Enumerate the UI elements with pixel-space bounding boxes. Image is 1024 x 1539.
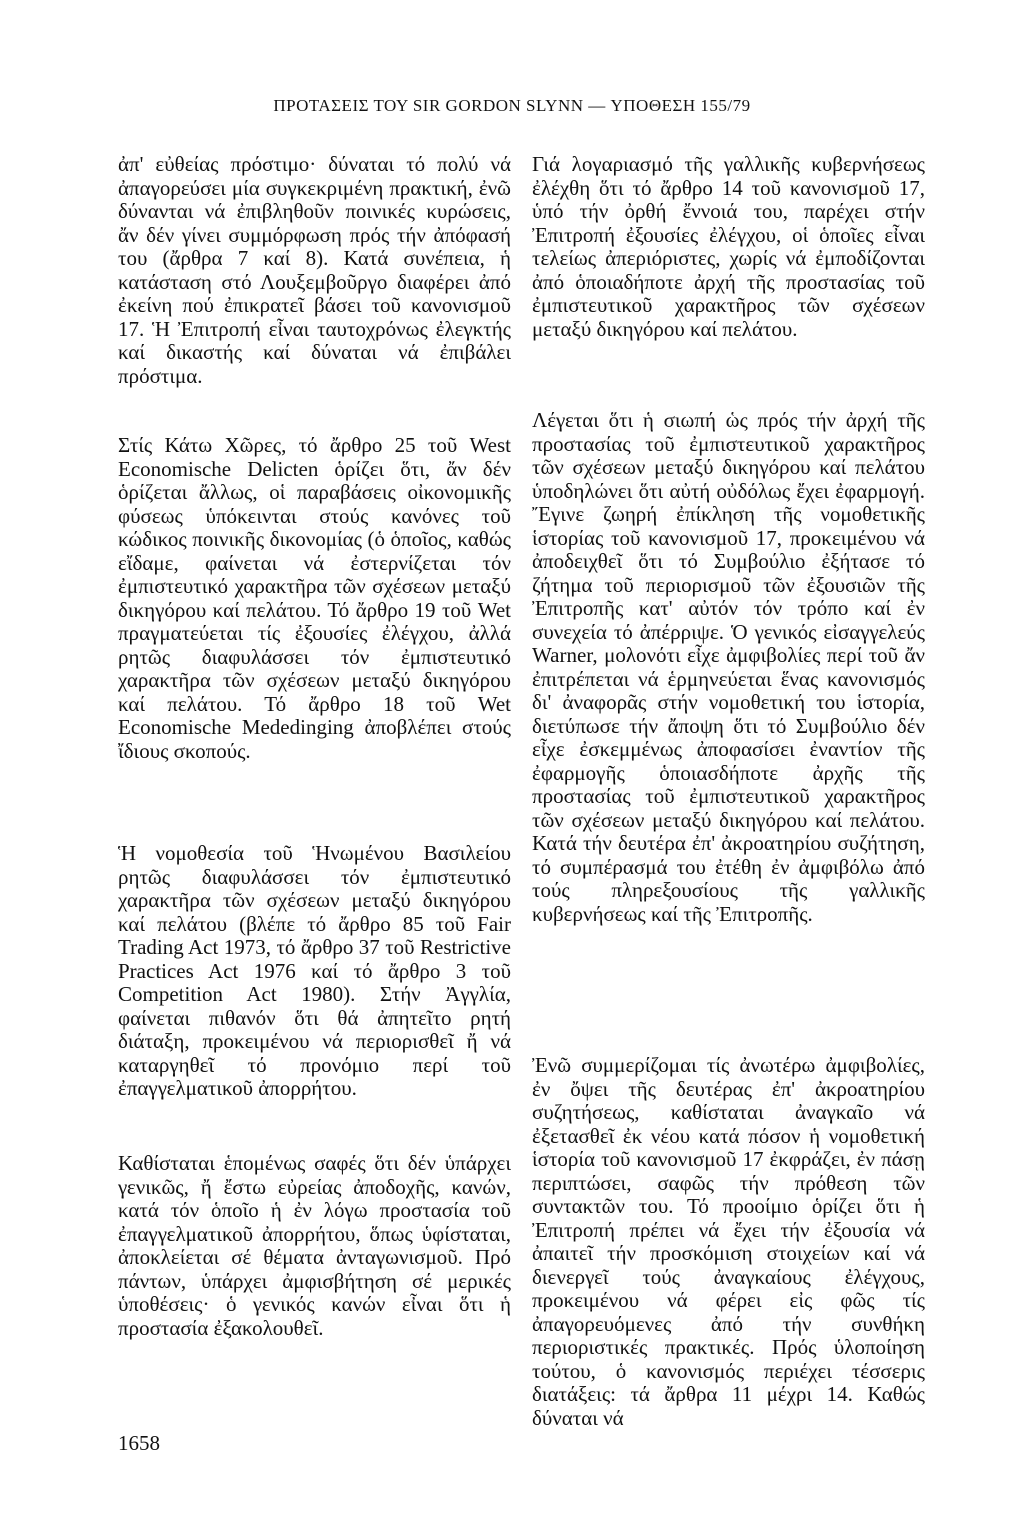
running-header: ΠΡΟΤΑΣΕΙΣ ΤΟΥ SIR GORDON SLYNN — ΥΠΟΘΕΣΗ 155/79 — [273, 96, 751, 115]
paragraph: Λέγεται ὅτι ἡ σιωπή ὡς πρός τήν ἀρχή τῆς προστασίας τοῦ ἐμπιστευτικοῦ χαρακτῆρος τῶν σχέσεων μεταξύ δικηγόρου καί πελάτου ὑποδηλώνει ὅτι αὐτή οὐδόλως ἔχει ἐφαρμογή. Ἔγινε ζωηρή ἐπίκληση τῆς νομοθετικῆς ἱστορίας τοῦ κανονισμοῦ 17, προκειμένου νά ἀποδειχθεῖ ὅτι τό Συμβούλιο ἐξήτασε τό ζήτημα τοῦ περιορισμοῦ τῶν ἐξουσιῶν τῆς Ἐπιτροπῆς κατ' αὐτόν τόν τρόπο καί ἐν συνεχεία τό ἀπέρριψε. Ὁ γενικός εἰσαγγελεύς Warner, μολονότι εἶχε ἀμφιβολίες περί τοῦ ἄν ἐπιτρέπεται νά ἑρμηνεύεται ἕνας κανονισμός δι' ἀναφορᾶς στήν νομοθετική του ἱστορία, διετύπωσε τήν ἄποψη ὅτι τό Συμβούλιο δέν εἶχε ἐσκεμμένως ἀποφασίσει ἐναντίον τῆς ἐφαρμογῆς ὁποιασδήποτε ἀρχῆς τῆς προστασίας τοῦ ἐμπιστευτικοῦ χαρακτῆρος τῶν σχέσεων μεταξύ δικηγόρου καί πελάτου. Κατά τήν δευτέρα ἐπ' ἀκροατηρίου συζήτηση, τό συμπέρασμά του ἐτέθη ἐν ἀμφιβόλω ἀπό τούς πληρεξουσίους τῆς γαλλικῆς κυβερνήσεως καί τῆς Ἐπιτροπῆς. — [532, 408, 925, 926]
paragraph: Καθίσταται ἑπομένως σαφές ὅτι δέν ὑπάρχει γενικῶς, ἤ ἔστω εὐρείας ἀποδοχῆς, κανών, κατά τόν ὁποῖο ἡ ἐν λόγω προστασία τοῦ ἐπαγγελματικοῦ ἀπορρήτου, ὅπως ὑφίσταται, ἀποκλείεται σέ θέματα ἀνταγωνισμοῦ. Πρό πάντων, ὑπάρχει ἀμφισβήτηση σέ μερικές ὑποθέσεις· ὁ γενικός κανών εἶναι ὅτι ἡ προστασία ἐξακολουθεῖ. — [118, 1151, 511, 1340]
paragraph: Ἡ νομοθεσία τοῦ Ἡνωμένου Βασιλείου ρητῶς διαφυλάσσει τόν ἐμπιστευτικό χαρακτῆρα τῶν σχέσεων μεταξύ δικηγόρου καί πελάτου (βλέπε τό ἄρθρο 85 τοῦ Fair Trading Act 1973, τό ἄρθρο 37 τοῦ Restrictive Practices Act 1976 καί τό ἄρθρο 3 τοῦ Competition Act 1980). Στήν Ἀγγλία, φαίνεται πιθανόν ὅτι θά ἀπητεῖτο ρητή διάταξη, προκειμένου νά περιορισθεῖ ἤ νά καταργηθεῖ τό προνόμιο περί τοῦ ἐπαγγελματικοῦ ἀπορρήτου. — [118, 841, 511, 1100]
page-number: 1658 — [118, 1431, 160, 1455]
paragraph: Ἐνῶ συμμερίζομαι τίς ἀνωτέρω ἀμφιβολίες, ἐν ὄψει τῆς δευτέρας ἐπ' ἀκροατηρίου συζητήσεως, καθίσταται ἀναγκαῖο νά ἐξετασθεῖ ἐκ νέου κατά πόσον ἡ νομοθετική ἱστορία τοῦ κανονισμοῦ 17 ἐκφράζει, ἐν πάσῃ περιπτώσει, σαφῶς τήν πρόθεση τῶν συντακτῶν του. Τό προοίμιο ὁρίζει ὅτι ἡ Ἐπιτροπή πρέπει νά ἔχει τήν ἐξουσία νά ἀπαιτεῖ τήν προσκόμιση στοιχείων καί νά διενεργεῖ τούς ἀναγκαίους ἐλέγχους, προκειμένου νά φέρει εἰς φῶς τίς ἀπαγορευόμενες ἀπό τήν συνθήκη περιοριστικές πρακτικές. Πρός ὑλοποίηση τούτου, ὁ κανονισμός περιέχει τέσσερις διατάξεις: τά ἄρθρα 11 μέχρι 14. Καθώς δύναται νά — [532, 1053, 925, 1430]
paragraph: Στίς Κάτω Χῶρες, τό ἄρθρο 25 τοῦ West Economische Delicten ὁρίζει ὅτι, ἄν δέν ὁρίζεται ἄλλως, οἱ παραβάσεις οἰκονομικῆς φύσεως ὑπόκεινται στούς κανόνες τοῦ κώδικος ποινικῆς δικονομίας (ὁ ὁποῖος, καθώς εἴδαμε, φαίνεται νά ἐστερνίζεται τόν ἐμπιστευτικό χαρακτῆρα τῶν σχέσεων μεταξύ δικηγόρου καί πελάτου. Τό ἄρθρο 19 τοῦ Wet πραγματεύεται τίς ἐξουσίες ἐλέγχου, ἀλλά ρητῶς διαφυλάσσει τόν ἐμπιστευτικό χαρακτῆρα τῶν σχέσεων μεταξύ δικηγόρου καί πελάτου. Τό ἄρθρο 18 τοῦ Wet Economische Mededinging ἀποβλέπει στούς ἴδιους σκοπούς. — [118, 433, 511, 763]
paragraph: ἀπ' εὐθείας πρόστιμο· δύναται τό πολύ νά ἀπαγορεύσει μία συγκεκριμένη πρακτική, ἐνῶ δύνανται νά ἐπιβληθοῦν ποινικές κυρώσεις, ἄν δέν γίνει συμμόρφωση πρός τήν ἀπόφασή του (ἄρθρα 7 καί 8). Κατά συνέπεια, ἡ κατάσταση στό Λουξεμβοῦργο διαφέρει ἀπό ἐκείνη πού ἐπικρατεῖ βάσει τοῦ κανονισμοῦ 17. Ἡ Ἐπιτροπή εἶναι ταυτοχρόνως ἐλεγκτής καί δικαστής καί δύναται νά ἐπιβάλει πρόστιμα. — [118, 152, 511, 388]
paragraph: Γιά λογαριασμό τῆς γαλλικῆς κυβερνήσεως ἐλέχθη ὅτι τό ἄρθρο 14 τοῦ κανονισμοῦ 17, ὑπό τήν ὀρθή ἔννοιά του, παρέχει στήν Ἐπιτροπή ἐξουσίες ἐλέγχου, οἱ ὁποῖες εἶναι τελείως ἀπεριόριστες, χωρίς νά ἐμποδίζονται ἀπό ὁποιαδήποτε ἀρχή τῆς προστασίας τοῦ ἐμπιστευτικοῦ χαρακτῆρος τῶν σχέσεων μεταξύ δικηγόρου καί πελάτου. — [532, 152, 925, 341]
